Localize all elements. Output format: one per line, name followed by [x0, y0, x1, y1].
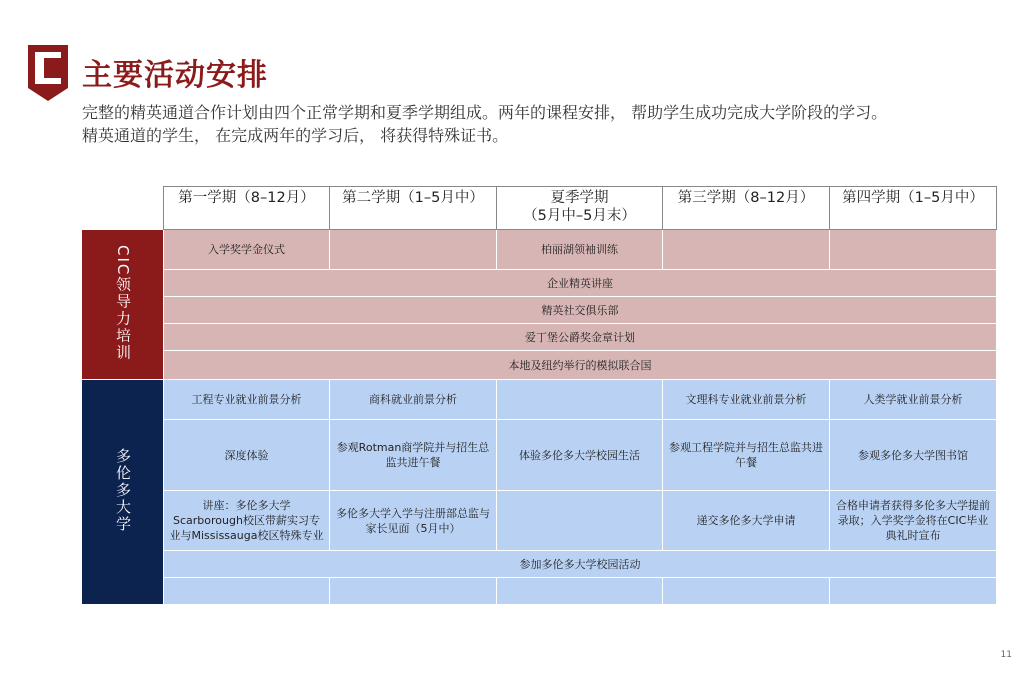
table-cell: 递交多伦多大学申请 — [663, 491, 830, 551]
section-label-leadership — [82, 230, 164, 380]
section-label-text: CIC领导力培训 — [114, 244, 132, 362]
column-header — [497, 187, 663, 230]
table-cell-span: 爱丁堡公爵奖金章计划 — [164, 324, 997, 351]
table-cell — [663, 578, 830, 605]
table-cell: 入学奖学金仪式 — [164, 230, 330, 270]
page-number: 11 — [1000, 650, 1012, 660]
table-row — [82, 324, 997, 351]
column-header-text: 夏季学期 （5月中–5月末） — [523, 190, 636, 224]
table-cell: 讲座：多伦多大学Scarborough校区带薪实习专业与Mississauga校区特殊专业 — [164, 491, 330, 551]
corner-cell — [82, 187, 164, 230]
table-cell — [164, 578, 330, 605]
table-cell — [497, 578, 663, 605]
column-header: 第二学期（1–5月中） — [330, 187, 497, 230]
section-label-uoft — [82, 380, 164, 605]
table-row — [82, 351, 997, 380]
table-cell-span: 企业精英讲座 — [164, 270, 997, 297]
column-header: 第四学期（1–5月中） — [830, 187, 997, 230]
table-cell — [330, 230, 497, 270]
column-header: 第三学期（8–12月） — [663, 187, 830, 230]
table-cell: 参观多伦多大学图书馆 — [830, 420, 997, 491]
table-row — [82, 420, 997, 491]
schedule-table — [81, 186, 997, 605]
table-cell — [663, 230, 830, 270]
table-row — [82, 230, 997, 270]
page-title: 主要活动安排 — [82, 58, 268, 93]
table-cell — [830, 230, 997, 270]
shield-logo-icon — [27, 44, 69, 102]
column-header: 第一学期（8–12月） — [164, 187, 330, 230]
header-row — [82, 187, 997, 230]
table-cell-span: 精英社交俱乐部 — [164, 297, 997, 324]
table-cell: 体验多伦多大学校园生活 — [497, 420, 663, 491]
table-cell: 文理科专业就业前景分析 — [663, 380, 830, 420]
table-cell: 柏丽湖领袖训练 — [497, 230, 663, 270]
table-row — [82, 578, 997, 605]
table-row — [82, 491, 997, 551]
table-cell — [497, 491, 663, 551]
table-row — [82, 270, 997, 297]
table-cell-span: 本地及纽约举行的模拟联合国 — [164, 351, 997, 380]
table-cell: 商科就业前景分析 — [330, 380, 497, 420]
table-cell — [830, 578, 997, 605]
table-cell — [330, 578, 497, 605]
table-cell: 深度体验 — [164, 420, 330, 491]
description-line-2: 精英通道的学生， 在完成两年的学习后， 将获得特殊证书。 — [82, 126, 509, 145]
table-cell: 合格申请者获得多伦多大学提前录取；入学奖学金将在CIC毕业典礼时宣布 — [830, 491, 997, 551]
table-cell: 参观Rotman商学院并与招生总监共进午餐 — [330, 420, 497, 491]
table-cell-span: 参加多伦多大学校园活动 — [164, 551, 997, 578]
table-row — [82, 551, 997, 578]
table-cell — [497, 380, 663, 420]
table-cell: 参观工程学院并与招生总监共进午餐 — [663, 420, 830, 491]
table-cell: 工程专业就业前景分析 — [164, 380, 330, 420]
section-label-text: 多伦多大学 — [114, 448, 132, 533]
table-cell: 多伦多大学入学与注册部总监与家长见面（5月中） — [330, 491, 497, 551]
description-line-1: 完整的精英通道合作计划由四个正常学期和夏季学期组成。两年的课程安排， 帮助学生成功完成大学阶段的学习。 — [82, 103, 888, 122]
table-row — [82, 380, 997, 420]
table-row — [82, 297, 997, 324]
description — [82, 101, 1012, 147]
table-cell: 人类学就业前景分析 — [830, 380, 997, 420]
